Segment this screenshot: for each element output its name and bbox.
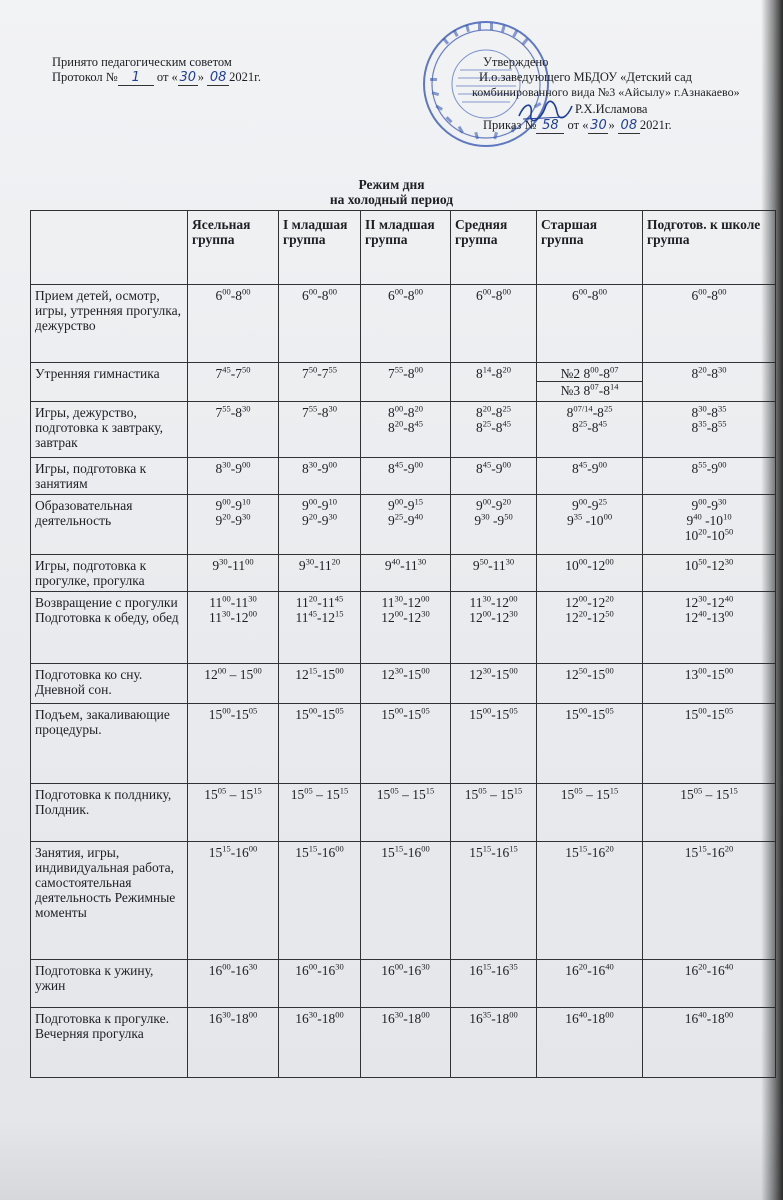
time-cell: $16^{40}-18^{00}$ (643, 1008, 776, 1078)
time-cell: $16^{00}-16^{30}$ (188, 960, 279, 1008)
time-cell: $12^{00}-12^{20}$ $12^{20}-12^{50}$ (537, 592, 643, 664)
scan-edge-shadow (761, 0, 783, 1200)
pedagogical-council-text: Принято педагогическим советом (52, 55, 232, 69)
time-cell: $8^{45}-9^{00}$ (451, 458, 537, 495)
activity-cell: Подъем, закаливающие процедуры. (31, 704, 188, 784)
table-row (31, 495, 776, 555)
header-nursery: Ясельная группа (188, 211, 279, 285)
page-title: Режим дня (358, 177, 425, 192)
acting-head-text: И.о.заведующего МБДОУ «Детский сад (479, 70, 693, 84)
header-middle: Средняя группа (451, 211, 537, 285)
order-label: Приказ № (483, 118, 537, 132)
activity-cell: Игры, дежурство, подготовка к завтраку, завтрак (31, 402, 188, 458)
time-cell: $15^{15}-16^{15}$ (451, 842, 537, 960)
senior-gym-group-2: №2 $8^{00}-8^{07}$ (560, 364, 619, 381)
header-junior-1: I младшая группа (279, 211, 361, 285)
order-number: 58 (542, 118, 559, 133)
time-cell (537, 363, 643, 402)
activity-cell: Прием детей, осмотр, игры, утренняя прогулка, дежурство (31, 285, 188, 363)
header-activity (31, 211, 188, 285)
daily-schedule-table (30, 210, 776, 1078)
time-cell: $9^{00}-9^{30}$ $9^{40}$ $-10^{10}$ $10^{20}-10^{50}$ (643, 495, 776, 555)
time-cell: $7^{55}-8^{00}$ (361, 363, 451, 402)
time-cell: $6^{00}-8^{00}$ (188, 285, 279, 363)
time-cell: $15^{00}-15^{05}$ (643, 704, 776, 784)
time-cell: $15^{05} - 15^{15}$ (537, 784, 643, 842)
time-cell: $11^{30}-12^{00}$ $12^{00}-12^{30}$ (451, 592, 537, 664)
time-cell: $8^{30}-8^{35}$ $8^{35}-8^{55}$ (643, 402, 776, 458)
order-year: 2021г. (639, 118, 672, 132)
order-day: 30 (590, 118, 607, 133)
time-cell: $12^{30}-15^{00}$ (451, 664, 537, 704)
activity-cell: Образовательная деятельность (31, 495, 188, 555)
time-cell: $6^{00}-8^{00}$ (279, 285, 361, 363)
activity-cell: Утренняя гимнастика (31, 363, 188, 402)
time-cell: $6^{00}-8^{00}$ (451, 285, 537, 363)
time-cell: $16^{30}-18^{00}$ (279, 1008, 361, 1078)
protocol-from: от « (153, 70, 178, 84)
approved-text: Утверждено (483, 55, 549, 69)
time-cell: $12^{00} - 15^{00}$ (188, 664, 279, 704)
protocol-day: 30 (179, 70, 197, 85)
time-cell: $12^{15}-15^{00}$ (279, 664, 361, 704)
head-name-line (575, 102, 647, 116)
order-sep: » (608, 118, 618, 132)
time-cell: $8^{45}-9^{00}$ (537, 458, 643, 495)
time-cell: $16^{20}-16^{40}$ (537, 960, 643, 1008)
time-cell: $15^{05} - 15^{15}$ (361, 784, 451, 842)
scan-bottom-shadow (0, 1120, 783, 1200)
time-cell: $11^{30}-12^{00}$ $12^{00}-12^{30}$ (361, 592, 451, 664)
institution-line (472, 85, 740, 99)
time-cell: $6^{00}-8^{00}$ (643, 285, 776, 363)
time-cell: $8^{30}-9^{00}$ (279, 458, 361, 495)
time-cell: $15^{00}-15^{05}$ (188, 704, 279, 784)
head-name: Р.Х.Исламова (575, 102, 648, 116)
header-preparatory: Подготов. к школе группа (643, 211, 776, 285)
time-cell: $8^{45}-9^{00}$ (361, 458, 451, 495)
time-cell: $12^{50}-15^{00}$ (537, 664, 643, 704)
time-cell: $16^{20}-16^{40}$ (643, 960, 776, 1008)
time-cell: $15^{05} - 15^{15}$ (643, 784, 776, 842)
time-cell: $15^{00}-15^{05}$ (451, 704, 537, 784)
header-senior: Старшая группа (537, 211, 643, 285)
time-cell: $9^{00}-9^{10}$ $9^{20}-9^{30}$ (279, 495, 361, 555)
time-cell: $16^{00}-16^{30}$ (361, 960, 451, 1008)
time-cell: $13^{00}-15^{00}$ (643, 664, 776, 704)
time-cell: $11^{20}-11^{45}$ $11^{45}-12^{15}$ (279, 592, 361, 664)
protocol-number: 1 (131, 70, 140, 85)
time-cell: $15^{15}-16^{00}$ (279, 842, 361, 960)
time-cell: $15^{15}-16^{00}$ (188, 842, 279, 960)
time-cell: $6^{00}-8^{00}$ (537, 285, 643, 363)
table-row (31, 555, 776, 592)
table-row (31, 1008, 776, 1078)
time-cell: $16^{15}-16^{35}$ (451, 960, 537, 1008)
time-cell: $8^{20}-8^{30}$ (643, 363, 776, 402)
order-month: 08 (620, 118, 638, 133)
senior-gym-group-3: №3 $8^{07}-8^{14}$ (537, 381, 642, 398)
time-cell: $8^{55}-9^{00}$ (643, 458, 776, 495)
time-cell: $6^{00}-8^{00}$ (361, 285, 451, 363)
time-cell: $16^{30}-18^{00}$ (361, 1008, 451, 1078)
table-row (31, 842, 776, 960)
table-row (31, 664, 776, 704)
protocol-label: Протокол № (52, 70, 118, 84)
time-cell: $12^{30}-12^{40}$ $12^{40}-13^{00}$ (643, 592, 776, 664)
time-cell: $12^{30}-15^{00}$ (361, 664, 451, 704)
table-row (31, 592, 776, 664)
time-cell: $9^{30}-11^{00}$ (188, 555, 279, 592)
time-cell: $7^{50}-7^{55}$ (279, 363, 361, 402)
activity-cell: Игры, подготовка к занятиям (31, 458, 188, 495)
time-cell: $9^{50}-11^{30}$ (451, 555, 537, 592)
time-cell: $15^{00}-15^{05}$ (537, 704, 643, 784)
pedagogical-council-line (52, 55, 232, 69)
table-row (31, 402, 776, 458)
time-cell: $9^{00}-9^{10}$ $9^{20}-9^{30}$ (188, 495, 279, 555)
time-cell: $9^{40}-11^{30}$ (361, 555, 451, 592)
protocol-year: 2021г. (229, 70, 262, 84)
activity-cell: Подготовка ко сну. Дневной сон. (31, 664, 188, 704)
time-cell: $16^{35}-18^{00}$ (451, 1008, 537, 1078)
activity-cell: Занятия, игры, индивидуальная работа, самостоятельная деятельность Режимные моменты (31, 842, 188, 960)
time-cell: $15^{05} - 15^{15}$ (188, 784, 279, 842)
time-cell: $16^{00}-16^{30}$ (279, 960, 361, 1008)
table-row (31, 285, 776, 363)
time-cell: $7^{55}-8^{30}$ (279, 402, 361, 458)
time-cell: $16^{40}-18^{00}$ (537, 1008, 643, 1078)
time-cell: $15^{05} - 15^{15}$ (279, 784, 361, 842)
table-row (31, 960, 776, 1008)
time-cell: $8^{20}-8^{25}$ $8^{25}-8^{45}$ (451, 402, 537, 458)
time-cell: $9^{30}-11^{20}$ (279, 555, 361, 592)
acting-head-line (479, 70, 692, 84)
approved-line (483, 55, 548, 69)
time-cell: $8^{30}-9^{00}$ (188, 458, 279, 495)
protocol-sep: » (197, 70, 208, 84)
header-junior-2: II младшая группа (361, 211, 451, 285)
time-cell: $15^{05} - 15^{15}$ (451, 784, 537, 842)
time-cell: $15^{00}-15^{05}$ (361, 704, 451, 784)
time-cell: $11^{00}-11^{30}$ $11^{30}-12^{00}$ (188, 592, 279, 664)
time-cell: $9^{00}-9^{25}$ $9^{35}$ $-10^{00}$ (537, 495, 643, 555)
time-cell: $15^{15}-16^{20}$ (537, 842, 643, 960)
time-cell: $10^{00}-12^{00}$ (537, 555, 643, 592)
time-cell: $8^{14}-8^{20}$ (451, 363, 537, 402)
activity-cell: Игры, подготовка к прогулке, прогулка (31, 555, 188, 592)
activity-cell: Подготовка к полднику, Полдник. (31, 784, 188, 842)
time-cell: $15^{15}-16^{20}$ (643, 842, 776, 960)
page-subtitle: на холодный период (329, 192, 454, 207)
table-row (31, 784, 776, 842)
time-cell: $7^{45}-7^{50}$ (188, 363, 279, 402)
time-cell: $9^{00}-9^{20}$ $9^{30}$ $-9^{50}$ (451, 495, 537, 555)
time-cell: $8^{07/14}-8^{25}$ $8^{25}-8^{45}$ (537, 402, 643, 458)
table-header-row (31, 211, 776, 285)
order-line (483, 118, 672, 134)
table-row (31, 458, 776, 495)
time-cell: $7^{55}-8^{30}$ (188, 402, 279, 458)
activity-cell: Подготовка к прогулке. Вечерняя прогулка (31, 1008, 188, 1078)
table-row (31, 704, 776, 784)
table-row (31, 363, 776, 402)
institution-text: комбинированного вида №3 «Айсылу» г.Азнакаево» (472, 85, 740, 99)
activity-cell: Возвращение с прогулки Подготовка к обеду, обед (31, 592, 188, 664)
protocol-month: 08 (209, 70, 227, 85)
protocol-line (52, 70, 261, 86)
time-cell: $10^{50}-12^{30}$ (643, 555, 776, 592)
time-cell: $9^{00}-9^{15}$ $9^{25}-9^{40}$ (361, 495, 451, 555)
time-cell: $16^{30}-18^{00}$ (188, 1008, 279, 1078)
time-cell: $15^{00}-15^{05}$ (279, 704, 361, 784)
activity-cell: Подготовка к ужину, ужин (31, 960, 188, 1008)
order-from: от « (564, 118, 589, 132)
time-cell: $15^{15}-16^{00}$ (361, 842, 451, 960)
time-cell: $8^{00}-8^{20}$ $8^{20}-8^{45}$ (361, 402, 451, 458)
